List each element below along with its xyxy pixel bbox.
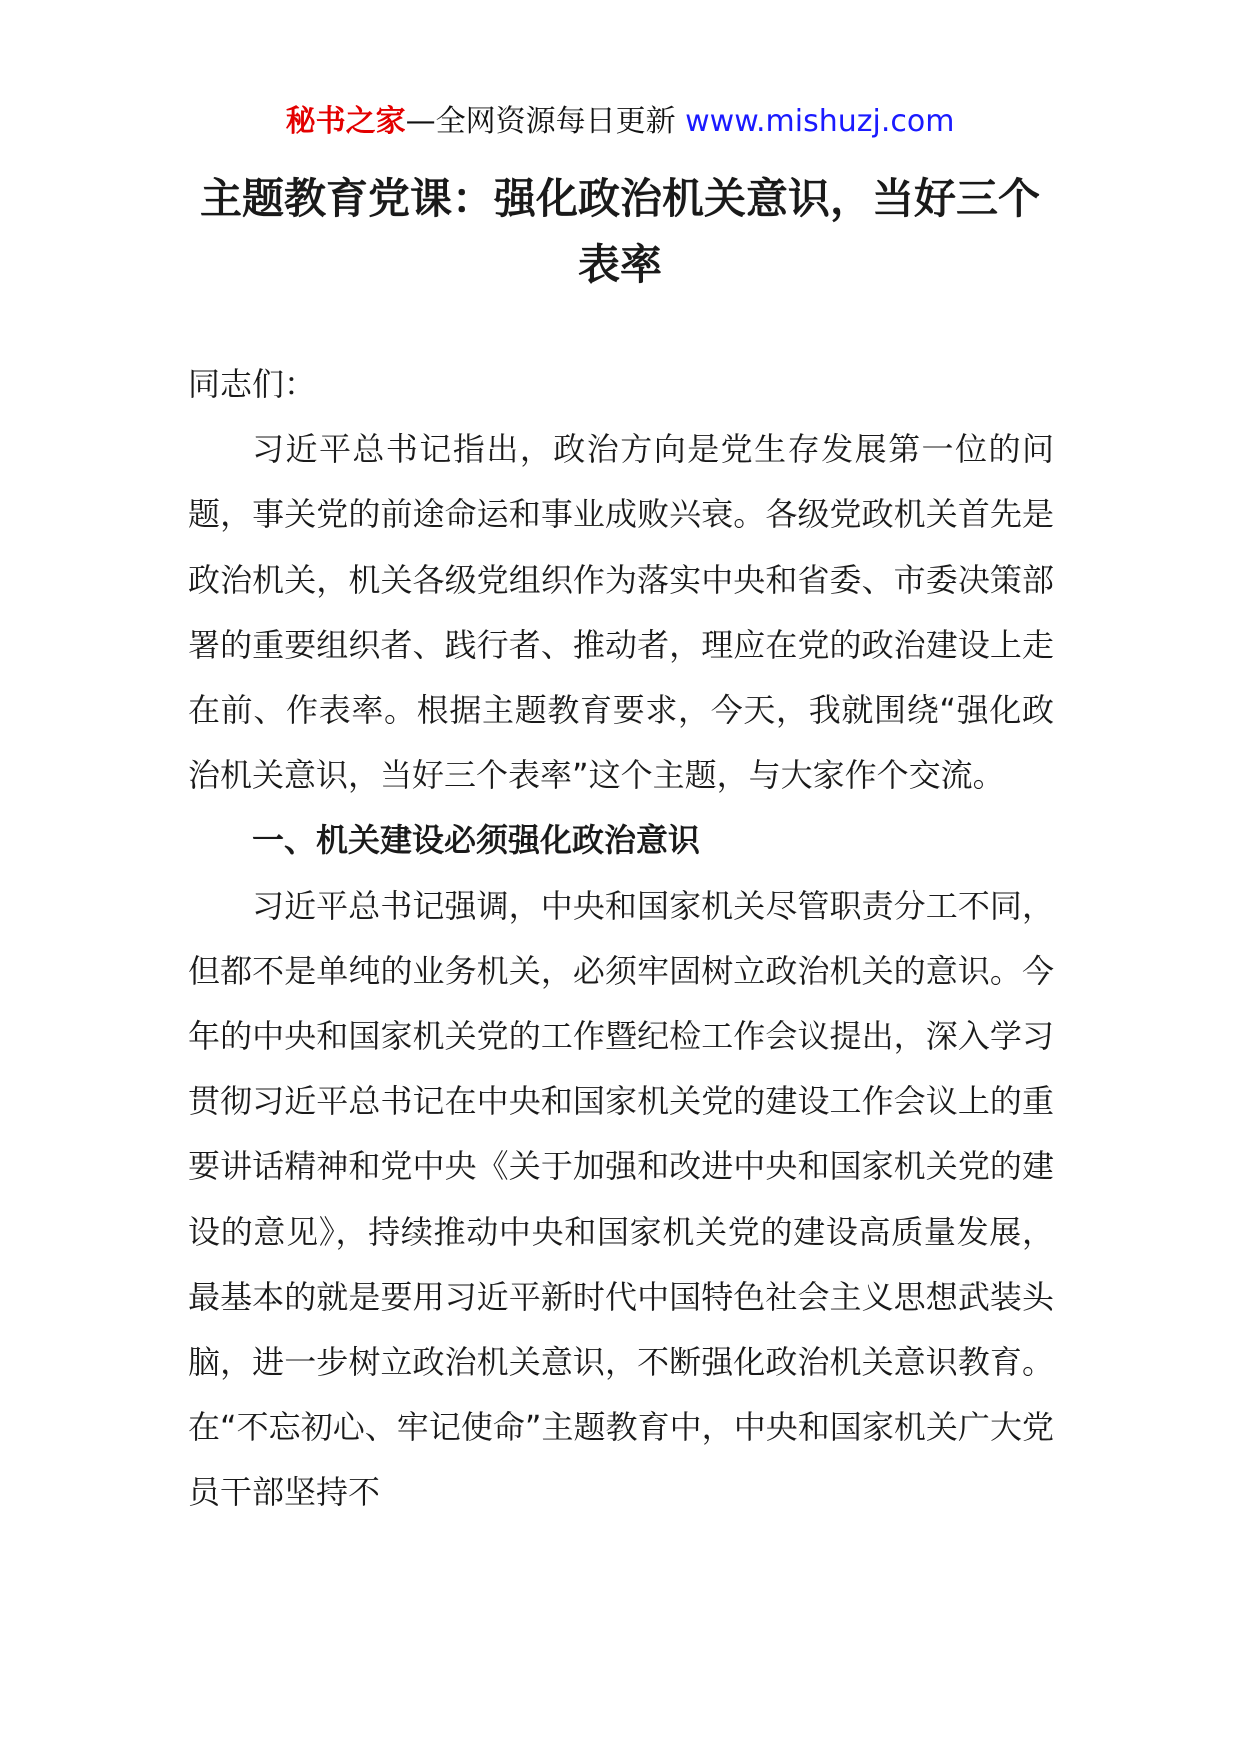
salutation: 同志们： <box>188 365 317 403</box>
intro-paragraph: 习近平总书记指出，政治方向是党生存发展第一位的问题，事关党的前途命运和事业成败兴衰。各级党政机关首先是政治机关，机关各级党组织作为落实中央和省委、市委决策部署的重要组织者、践行者、推动者，理应在党的政治建设上走在前、作表率。根据主题教育要求，今天，我就围绕“强化政治机关意识，当好三个表率”这个主题，与大家作个交流。 <box>188 430 1054 795</box>
site-tagline: —全网资源每日更新 <box>405 104 676 139</box>
document-body <box>188 352 1054 1526</box>
site-url-link[interactable]: www.mishuzj.com <box>685 104 955 139</box>
section-heading: 一、机关建设必须强化政治意识 <box>252 821 701 860</box>
site-name: 秘书之家 <box>285 104 406 139</box>
document-title: 主题教育党课：强化政治机关意识，当好三个表率 <box>199 174 1040 289</box>
site-header <box>0 100 1240 144</box>
section-paragraph: 习近平总书记强调，中央和国家机关尽管职责分工不同，但都不是单纯的业务机关，必须牢固树立政治机关的意识。今年的中央和国家机关党的工作暨纪检工作会议提出，深入学习贯彻习近平总书记在中央和国家机关党的建设工作会议上的重要讲话精神和党中央《关于加强和改进中央和国家机关党的建设的意见》，持续推动中央和国家机关党的建设高质量发展，最基本的就是要用习近平新时代中国特色社会主义思想武装头脑，进一步树立政治机关意识，不断强化政治机关意识教育。在“不忘初心、牢记使命”主题教育中，中央和国家机关广大党员干部坚持不 <box>188 886 1054 1512</box>
